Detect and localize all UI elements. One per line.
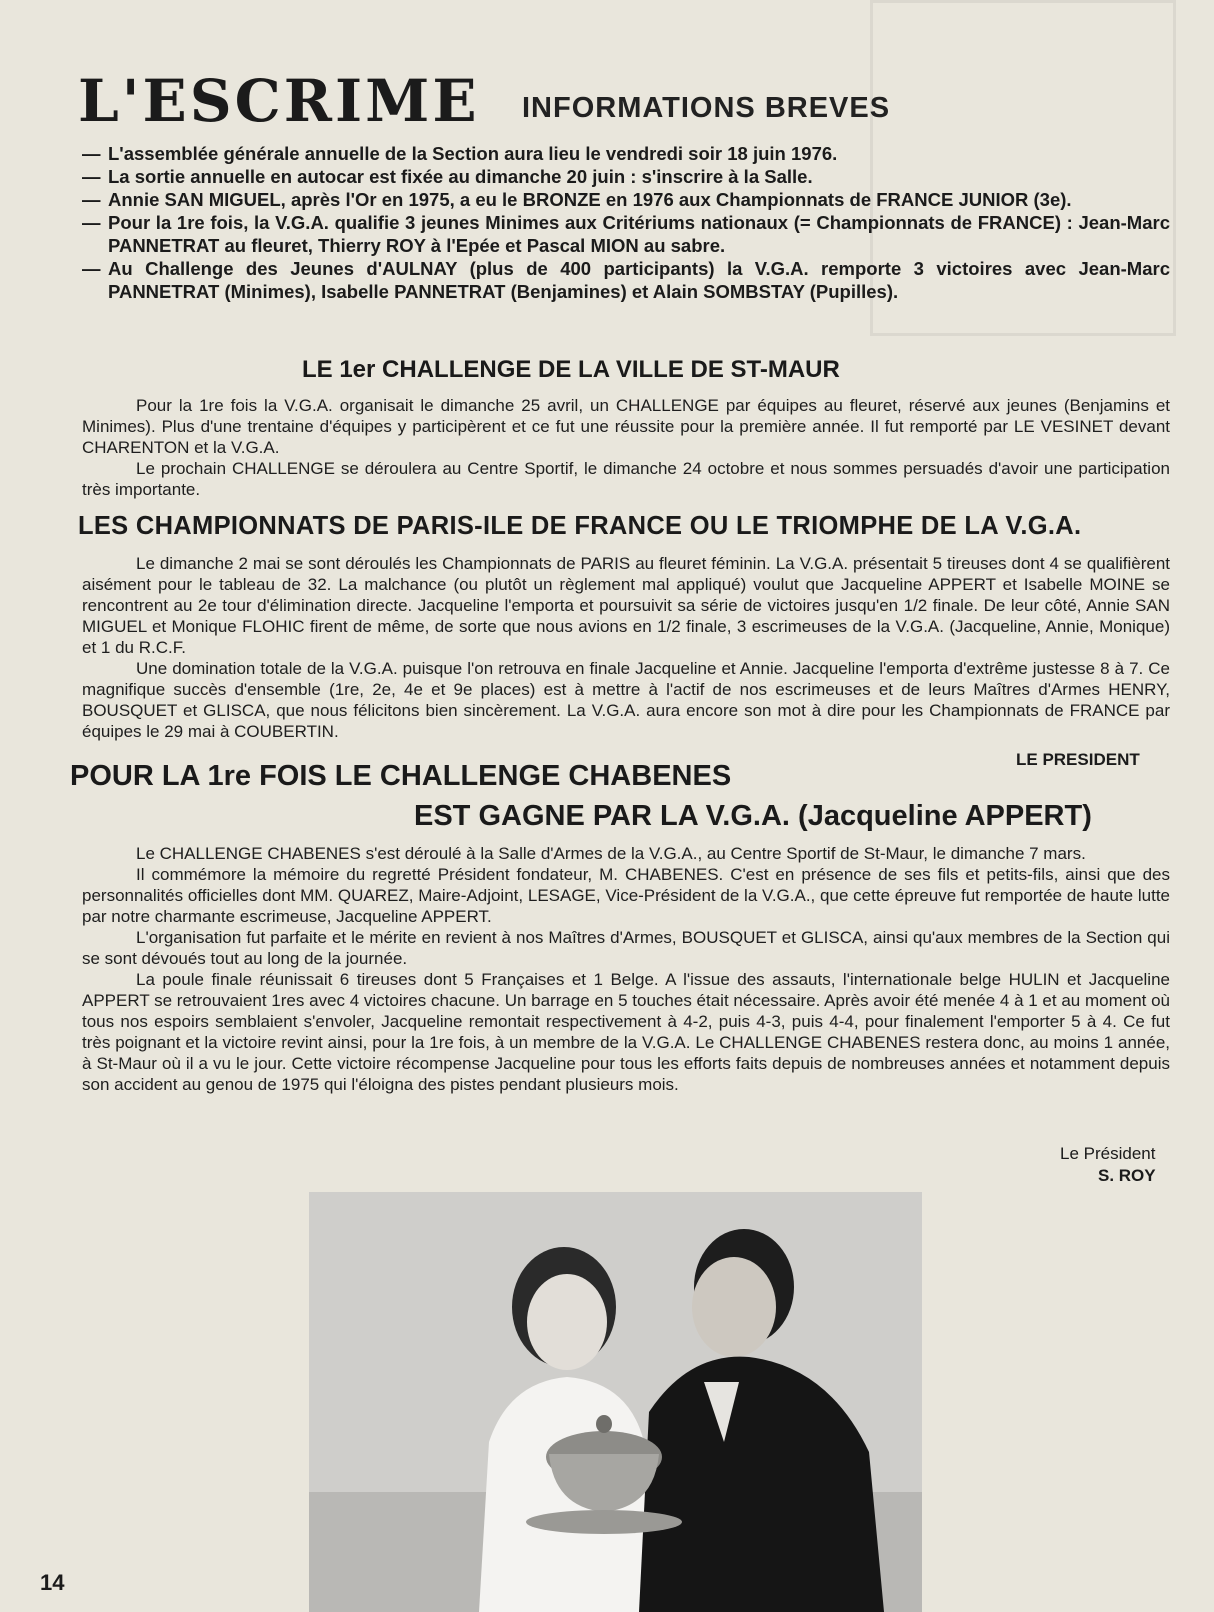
stmaur-body	[82, 395, 1170, 500]
list-item: — L'assemblée générale annuelle de la Section aura lieu le vendredi soir 18 juin 1976.	[82, 143, 838, 164]
paragraph: Une domination totale de la V.G.A. puisque l'on retrouva en finale Jacqueline et Annie. Jacqueline l'emporta d'extrême justesse 8 à 7. Ce magnifique succès d'ensemble (1re, 2e, 4e et 9e places) est à mettre à l'actif de nos escrimeuses et de leurs Maîtres d'Armes HENRY, BOUSQUET et GLISCA, que nous félicitons bien sincèrement. La V.G.A. aura encore son mot à dire pour les Championnats de FRANCE par équipes le 29 mai à COUBERTIN.	[82, 659, 1170, 741]
paragraph: Le prochain CHALLENGE se déroulera au Centre Sportif, le dimanche 24 octobre et nous sommes persuadés d'avoir une participation très importante.	[82, 459, 1170, 499]
paris-body	[82, 553, 1170, 742]
brief-news-list	[82, 142, 1170, 303]
chabenes-heading-line1: POUR LA 1re FOIS LE CHALLENGE CHABENES	[70, 760, 732, 792]
chabenes-heading-line2: EST GAGNE PAR LA V.G.A. (Jacqueline APPERT)	[414, 800, 1092, 832]
page-number: 14	[40, 1570, 65, 1595]
chabenes-body	[82, 843, 1170, 1095]
list-item: — Pour la 1re fois, la V.G.A. qualifie 3 jeunes Minimes aux Critériums nationaux (= Championnats de FRANCE) : Jean-Marc PANNETRAT au fleuret, Thierry ROY à l'Epée et Pascal MION au sabre.	[82, 212, 1170, 256]
trophy-photo-illustration	[309, 1192, 922, 1612]
bullet-dash: —	[82, 258, 101, 279]
paragraph: Le dimanche 2 mai se sont déroulés les Championnats de PARIS au fleuret féminin. La V.G.A. présentait 5 tireuses dont 4 se qualifièrent aisément pour le tableau de 32. La malchance (ou plutôt un règlement mal appliqué) voulut que Jacqueline APPERT et Isabelle MOINE se rencontrent au 2e tour d'élimination directe. Jacqueline l'emporta et poursuivit sa série de victoires jusqu'en 1/2 finale. De leur côté, Annie SAN MIGUEL et Monique FLOHIC firent de même, de sorte que nous avions en 1/2 finale, 3 escrimeuses de la V.G.A. (Jacqueline, Annie, Monique) et 1 du R.C.F.	[82, 554, 1170, 657]
title-row	[78, 68, 1178, 138]
trophy-photo	[309, 1192, 922, 1612]
bullet-dash: —	[82, 189, 101, 210]
chabenes-signature-name: S. ROY	[1098, 1166, 1156, 1185]
page-subtitle: INFORMATIONS BREVES	[522, 92, 891, 124]
bullet-dash: —	[82, 212, 101, 233]
page-title: L'ESCRIME	[78, 67, 480, 135]
stmaur-heading: LE 1er CHALLENGE DE LA VILLE DE ST-MAUR	[302, 356, 840, 383]
bullet-dash: —	[82, 166, 101, 187]
paris-heading: LES CHAMPIONNATS DE PARIS-ILE DE FRANCE OU LE TRIOMPHE DE LA V.G.A.	[78, 512, 1082, 540]
chabenes-signature-title: Le Président	[1060, 1144, 1156, 1163]
list-item: — Annie SAN MIGUEL, après l'Or en 1975, a eu le BRONZE en 1976 aux Championnats de FRANCE JUNIOR (3e).	[82, 189, 1072, 210]
paragraph: Pour la 1re fois la V.G.A. organisait le dimanche 25 avril, un CHALLENGE par équipes au fleuret, réservé aux jeunes (Benjamins et Minimes). Plus d'une trentaine d'équipes y participèrent et ce fut une réussite pour la première année. Il fut remporté par LE VESINET devant CHARENTON et la V.G.A.	[82, 396, 1170, 457]
paragraph: La poule finale réunissait 6 tireuses dont 5 Françaises et 1 Belge. A l'issue des assauts, l'internationale belge HULIN et Jacqueline APPERT se retrouvaient 1res avec 4 victoires chacune. Un barrage en 5 touches était nécessaire. Après avoir été menée 4 à 1 et au moment où tous nos espoirs semblaient s'envoler, Jacqueline remontait respectivement à 4-2, puis 4-3, puis 4-4, pour finalement l'emporter 5 à 4. Ce fut très poignant et la victoire revint ainsi, pour la 1re fois, à un membre de la V.G.A. Le CHALLENGE CHABENES restera donc, au moins 1 année, à St-Maur où il a vu le jour. Cette victoire récompense Jacqueline pour tous les efforts faits depuis de nombreuses années et notamment depuis son accident au genou de 1975 qui l'éloigna des pistes pendant plusieurs mois.	[82, 970, 1170, 1094]
paragraph: Le CHALLENGE CHABENES s'est déroulé à la Salle d'Armes de la V.G.A., au Centre Sportif de St-Maur, le dimanche 7 mars.	[136, 844, 1086, 863]
bullet-dash: —	[82, 143, 101, 164]
paragraph: Il commémore la mémoire du regretté Président fondateur, M. CHABENES. C'est en présence de ses fils et petits-fils, ainsi que des personnalités officielles dont MM. QUAREZ, Maire-Adjoint, LESAGE, Vice-Président de la V.G.A., que cette épreuve fut remportée de haute lutte par notre charmante escrimeuse, Jacqueline APPERT.	[82, 865, 1170, 926]
list-item: — Au Challenge des Jeunes d'AULNAY (plus de 400 participants) la V.G.A. remporte 3 victoires avec Jean-Marc PANNETRAT (Minimes), Isabelle PANNETRAT (Benjamines) et Alain SOMBSTAY (Pupilles).	[82, 258, 1170, 302]
list-item: — La sortie annuelle en autocar est fixée au dimanche 20 juin : s'inscrire à la Salle.	[82, 166, 813, 187]
paragraph: L'organisation fut parfaite et le mérite en revient à nos Maîtres d'Armes, BOUSQUET et GLISCA, ainsi qu'aux membres de la Section qui se sont dévoués tout au long de la journée.	[82, 928, 1170, 968]
paris-signature: LE PRESIDENT	[1016, 750, 1140, 769]
